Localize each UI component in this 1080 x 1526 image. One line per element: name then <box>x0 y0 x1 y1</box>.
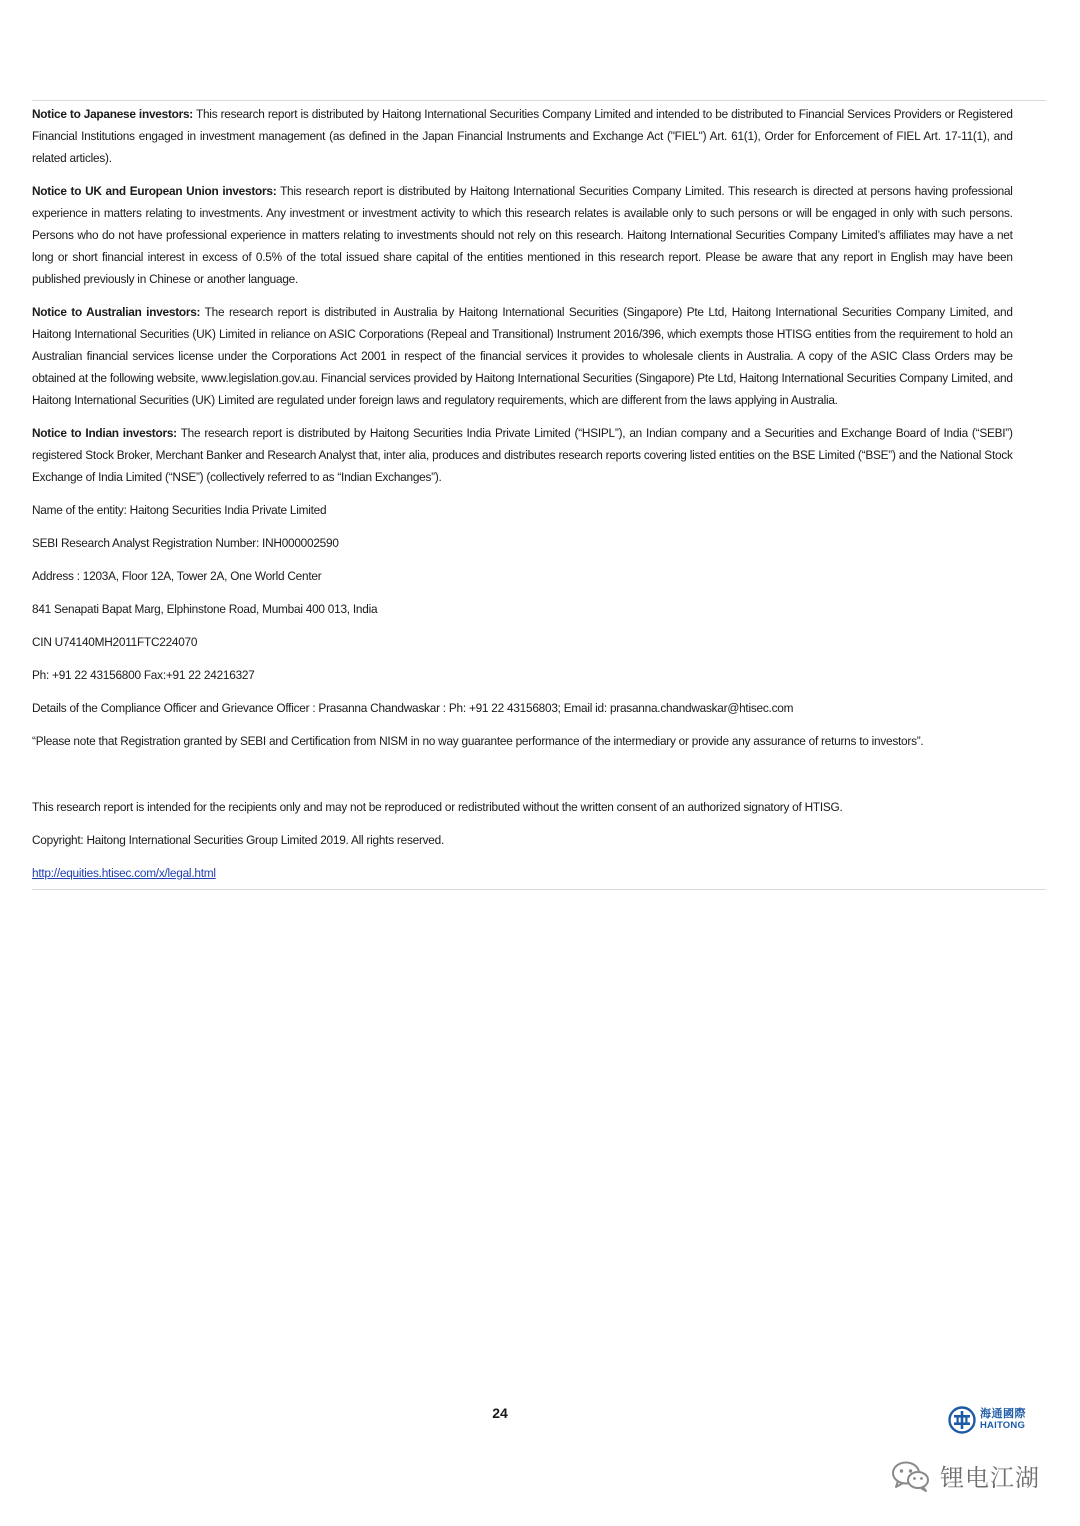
top-divider <box>32 100 1046 101</box>
logo-chinese: 海通國際 <box>980 1408 1026 1420</box>
disclosure-content <box>32 103 1013 895</box>
notice-japan <box>32 103 1013 169</box>
watermark-text: 锂电江湖 <box>940 1464 1040 1492</box>
distribution-note: This research report is intended for the recipients only and may not be reproduced or redistributed without the written consent of an authorized signatory of HTISG. <box>32 800 843 814</box>
copyright-note: Copyright: Haitong International Securities Group Limited 2019. All rights reserved. <box>32 833 445 847</box>
address-line-2: 841 Senapati Bapat Marg, Elphinstone Road, Mumbai 400 013, India <box>32 602 378 616</box>
bottom-divider <box>32 889 1046 890</box>
logo-text <box>980 1409 1026 1431</box>
legal-link[interactable]: http://equities.htisec.com/x/legal.html <box>32 866 216 880</box>
notice-uk-eu <box>32 180 1013 290</box>
notice-japan-heading: Notice to Japanese investors: <box>32 107 194 121</box>
haitong-emblem-icon <box>948 1406 976 1434</box>
notice-india-heading: Notice to Indian investors: <box>32 426 177 440</box>
notice-india <box>32 422 1013 488</box>
logo-english: HAITONG <box>980 1420 1026 1431</box>
notice-australia <box>32 301 1013 411</box>
notice-australia-body: The research report is distributed in Australia by Haitong International Securities (Singapore) Pte Ltd, Haitong International Securities Company Limited, and Haitong International Securities (UK) Limited in reliance on ASIC Corporations (Repeal and Transitional) Instrument 2016/396, which exempts those HTISG entities from the requirement to hold an Australian financial services license under the Corporations Act 2001 in respect of the financial services it provides to wholesale clients in Australia. A copy of the ASIC Class Orders may be obtained at the following website, www.legislation.gov.au. Financial services provided by Haitong International Securities (Singapore) Pte Ltd, Haitong International Securities Company Limited, and Haitong International Securities (UK) Limited are regulated under foreign laws and regulatory requirements, which are different from the laws applying in Australia. <box>32 305 1013 407</box>
compliance-officer: Details of the Compliance Officer and Grievance Officer : Prasanna Chandwaskar : Ph: +91 22 43156803; Email id: prasanna.chandwaskar@htisec.com <box>32 701 794 715</box>
notice-uk-eu-heading: Notice to UK and European Union investors: <box>32 184 277 198</box>
address-line-1: Address : 1203A, Floor 12A, Tower 2A, One World Center <box>32 569 322 583</box>
entity-name: Name of the entity: Haitong Securities India Private Limited <box>32 503 327 517</box>
watermark <box>890 1458 1040 1493</box>
notice-australia-heading: Notice to Australian investors: <box>32 305 201 319</box>
notice-japan-body: This research report is distributed by Haitong International Securities Company Limited and intended to be distributed to Financial Services Providers or Registered Financial Institutions engaged in investment management (as defined in the Japan Financial Instruments and Exchange Act ("FIEL") Art. 61(1), Order for Enforcement of FIEL Art. 17-11(1), and related articles). <box>32 107 1013 165</box>
wechat-icon <box>890 1460 932 1492</box>
notice-uk-eu-body: This research report is distributed by Haitong International Securities Company Limited. This research is directed at persons having professional experience in matters relating to investments. Any investment or investment activity to which this research relates is available only to such persons or will be engaged in only with such persons. Persons who do not have professional experience in matters relating to investments should not rely on this research. Haitong International Securities Company Limited’s affiliates may have a net long or short financial interest in excess of 0.5% of the total issued share capital of the entities mentioned in this research report. Please be aware that any report in English may have been published previously in Chinese or another language. <box>32 184 1013 286</box>
cin-number: CIN U74140MH2011FTC224070 <box>32 635 198 649</box>
sebi-registration: SEBI Research Analyst Registration Number: INH000002590 <box>32 536 339 550</box>
notice-india-body: The research report is distributed by Haitong Securities India Private Limited (“HSIPL”), an Indian company and a Securities and Exchange Board of India (“SEBI”) registered Stock Broker, Merchant Banker and Research Analyst that, inter alia, produces and distributes research reports covering listed entities on the BSE Limited (“BSE”) and the National Stock Exchange of India Limited (“NSE”) (collectively referred to as “Indian Exchanges”). <box>32 426 1013 484</box>
spacer <box>32 763 1013 796</box>
page-number: 24 <box>492 1405 508 1421</box>
legal-link-line <box>32 862 1013 884</box>
sebi-disclaimer: “Please note that Registration granted by SEBI and Certification from NISM in no way guarantee performance of the intermediary or provide any assurance of returns to investors”. <box>32 734 924 748</box>
haitong-logo <box>948 1404 1026 1436</box>
phone-fax: Ph: +91 22 43156800 Fax:+91 22 24216327 <box>32 668 255 682</box>
